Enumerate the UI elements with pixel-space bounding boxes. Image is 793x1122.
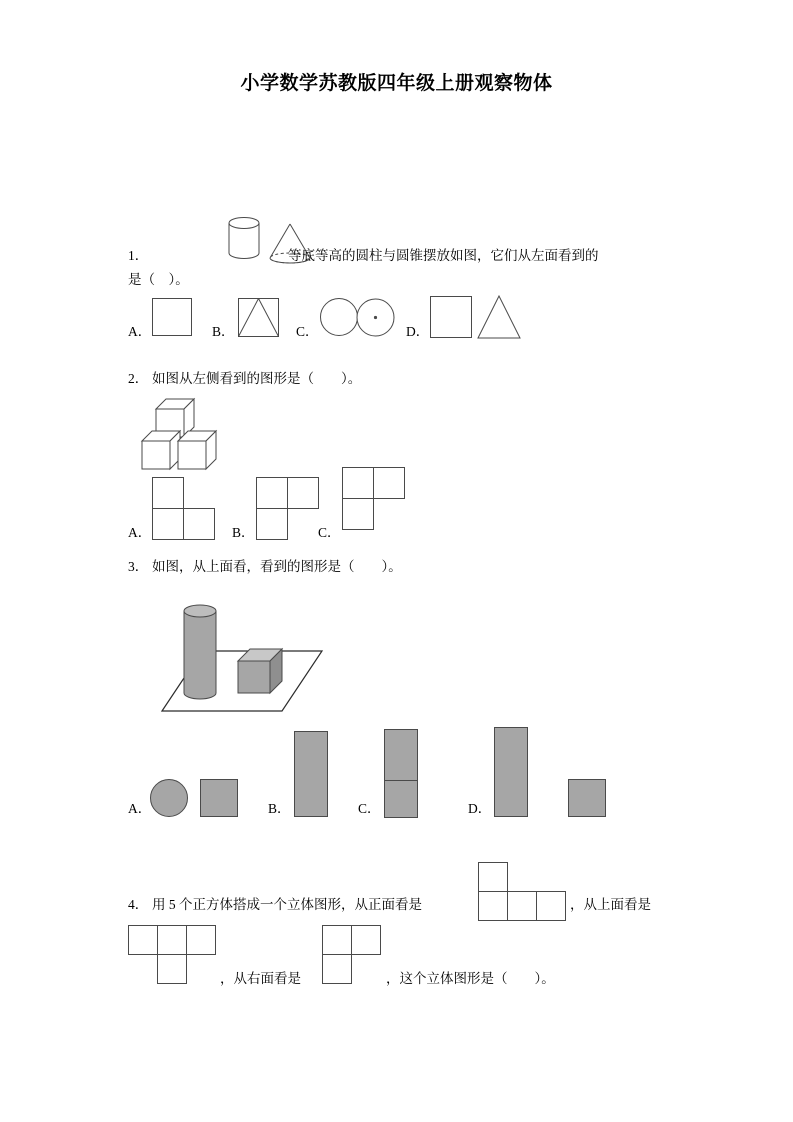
question-3-number: 3． xyxy=(128,559,149,574)
question-1-option-b-label: B． xyxy=(212,324,235,339)
option-a-circle xyxy=(150,779,188,817)
option-a-cell-3 xyxy=(183,508,215,540)
option-a-square xyxy=(200,779,238,817)
question-1-text-line2: 是（ ）。 xyxy=(128,272,189,287)
top-view-cell-4 xyxy=(157,954,187,984)
question-1-number: 1． xyxy=(128,248,149,263)
cylinder-cube-plane-figure xyxy=(132,579,342,719)
right-view-cell-3 xyxy=(322,954,352,984)
question-1-option-d-label: D． xyxy=(406,324,430,339)
option-b-cell-2 xyxy=(287,477,319,509)
option-d-bar xyxy=(494,727,528,817)
question-2-option-c-label: C． xyxy=(318,525,341,540)
option-c-bar-bottom xyxy=(384,780,418,818)
option-b-cell-3 xyxy=(256,508,288,540)
question-2-option-a-label: A． xyxy=(128,525,152,540)
question-1-option-a-label: A． xyxy=(128,324,152,339)
option-a-square xyxy=(152,298,192,336)
option-c-circle-2 xyxy=(356,298,396,338)
option-b-cell-1 xyxy=(256,477,288,509)
option-b-square-with-triangle xyxy=(238,298,280,338)
front-view-cell-2 xyxy=(478,891,508,921)
option-c-bar-top xyxy=(384,729,418,781)
page-title: 小学数学苏教版四年级上册观察物体 xyxy=(240,73,553,94)
option-b-bar xyxy=(294,731,328,817)
option-c-cell-2 xyxy=(373,467,405,499)
option-d-square xyxy=(430,296,472,338)
option-d-triangle xyxy=(476,294,524,340)
question-3-text: 如图，从上面看，看到的图形是（ ）。 xyxy=(152,559,402,574)
question-2-text: 如图从左侧看到的图形是（ ）。 xyxy=(152,371,362,386)
front-view-cell-1 xyxy=(478,862,508,892)
top-view-cell-2 xyxy=(157,925,187,955)
question-3-option-b-label: B． xyxy=(268,801,291,816)
right-view-cell-1 xyxy=(322,925,352,955)
question-1-option-c-label: C． xyxy=(296,324,319,339)
question-4-text-part1: 用 5 个正方体搭成一个立体图形，从正面看是 xyxy=(152,897,422,912)
question-4-text-part4: ，这个立体图形是（ ）。 xyxy=(386,971,555,986)
front-view-cell-3 xyxy=(507,891,537,921)
top-view-cell-3 xyxy=(186,925,216,955)
question-4-text-part2: ，从上面看是 xyxy=(570,897,651,912)
option-a-cell-1 xyxy=(152,477,184,509)
question-2-number: 2． xyxy=(128,371,149,386)
question-2-option-b-label: B． xyxy=(232,525,255,540)
question-4-text-part3: ，从右面看是 xyxy=(220,971,301,986)
question-3-option-a-label: A． xyxy=(128,801,152,816)
question-3-option-c-label: C． xyxy=(358,801,381,816)
option-c-cell-1 xyxy=(342,467,374,499)
option-c-circle-1 xyxy=(320,298,358,336)
option-d-square xyxy=(568,779,606,817)
option-c-cell-3 xyxy=(342,498,374,530)
question-4-number: 4． xyxy=(128,897,149,912)
question-1-text-line1: 等底等高的圆柱与圆锥摆放如图，它们从左面看到的 xyxy=(288,248,599,263)
front-view-cell-4 xyxy=(536,891,566,921)
question-3-option-d-label: D． xyxy=(468,801,492,816)
top-view-cell-1 xyxy=(128,925,158,955)
option-a-cell-2 xyxy=(152,508,184,540)
right-view-cell-2 xyxy=(351,925,381,955)
